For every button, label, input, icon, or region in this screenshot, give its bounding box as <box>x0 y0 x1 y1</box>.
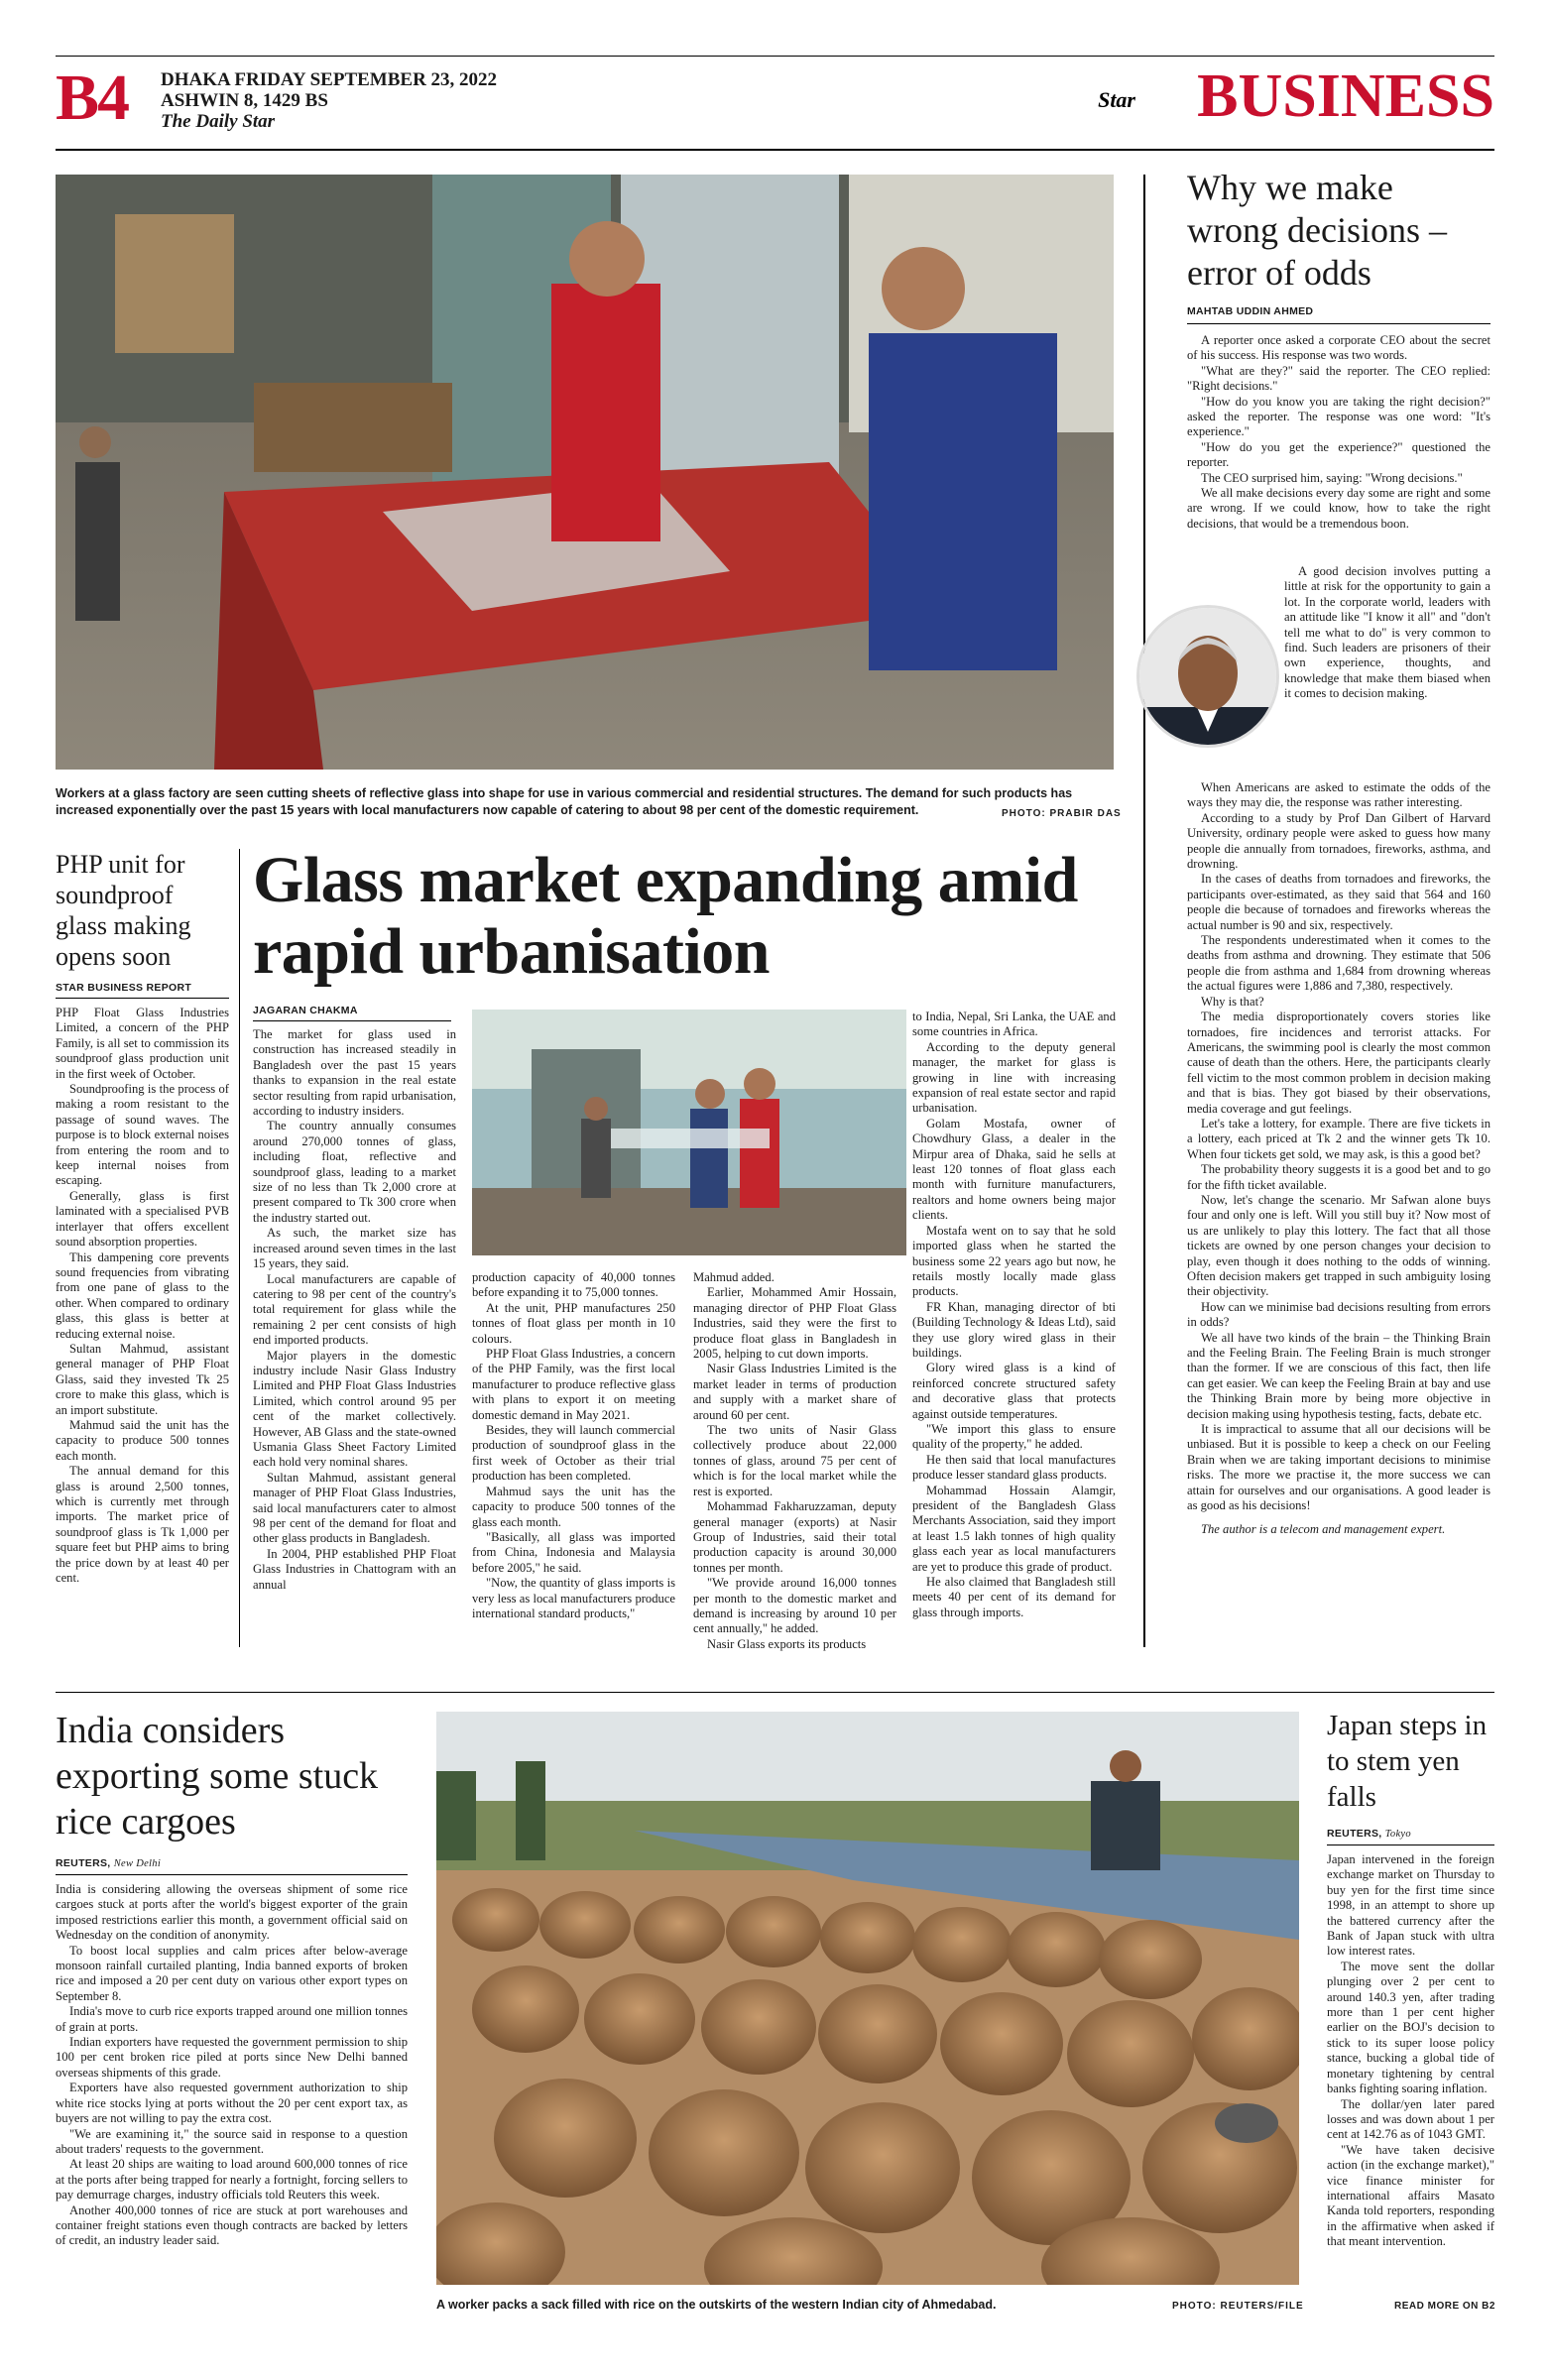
main-headline: Glass market expanding amid rapid urbanisation <box>253 844 1078 988</box>
main-para: FR Khan, managing director of bti (Building Technology & Ideas Ltd), said they use glory wired glass in their buildings. <box>912 1299 1116 1360</box>
main-para: Mahmud says the unit has the capacity to produce 500 tonnes of the glass each month. <box>472 1484 675 1529</box>
japan-byline-agency: REUTERS, <box>1327 1828 1382 1840</box>
main-para: The two units of Nasir Glass collectively produce about 22,000 tonnes of glass, around 75 per cent of which is for the local market while the rest is exported. <box>693 1423 896 1498</box>
opinion-para: How can we minimise bad decisions resulting from errors in odds? <box>1187 1299 1490 1330</box>
opinion-para: Why is that? <box>1201 994 1264 1009</box>
india-para: "We are examining it," the source said in response to a question about traders' requests to the government. <box>56 2126 408 2156</box>
main-para: As such, the market size has increased around seven times in the last 15 years, they said. <box>253 1226 456 1271</box>
author-note: The author is a telecom and management expert. <box>1201 1521 1446 1536</box>
read-more-link[interactable]: READ MORE ON B2 <box>1394 2301 1495 2312</box>
php-byline: STAR BUSINESS REPORT <box>56 982 192 994</box>
opinion-byline: MAHTAB UDDIN AHMED <box>1187 305 1314 317</box>
main-col-3 <box>693 1270 896 1652</box>
main-para: Mohammad Hossain Alamgir, president of the Bangladesh Glass Merchants Association, said they import at least 1.5 lakh tonnes of high quality glass each year as local manufacturers are yet to produce this grade of product. <box>912 1483 1116 1574</box>
opinion-body-bottom <box>1187 780 1490 1537</box>
opinion-para: When Americans are asked to estimate the odds of the ways they may die, the response was rather interesting. <box>1187 780 1490 810</box>
opinion-para: The media disproportionately covers stories like tornadoes, fire incidences and terrorist attacks. For Americans, the swimming pool is clearly the most common cause of death than the others. Here, the participants clearly fell victim to the most common problem in decision making and that is bias. They got biased by their observations, media coverage and gut feelings. <box>1187 1010 1490 1116</box>
main-para: Golam Mostafa, owner of Chowdhury Glass, a dealer in the Mirpur area of Dhaka, said he sells at least 120 tonnes of float glass each month with furniture manufacturers, realtors and home owners being major clients. <box>912 1116 1116 1223</box>
main-para: According to the deputy general manager, the market for glass is growing in line with increasing expansion of real estate sector and rapid urbanisation. <box>912 1039 1116 1116</box>
dateline <box>161 69 497 132</box>
author-portrait <box>1136 605 1279 748</box>
main-para: He also claimed that Bangladesh still meets 40 per cent of its demand for glass through imports. <box>912 1575 1116 1619</box>
japan-para: "We have taken decisive action (in the exchange market)," vice finance minister for international affairs Masato Kanda told reporters, responding in the affirmative when asked if that meant intervention. <box>1327 2142 1494 2249</box>
php-para: Mahmud said the unit has the capacity to produce 500 tonnes each month. <box>56 1417 229 1463</box>
main-para: The country annually consumes around 270,000 tonnes of glass, including float, reflective and soundproof glass, leading to a market size of no less than Tk 2,000 crore at present compared to Tk 300 crore when the industry started out. <box>253 1119 456 1225</box>
main-para: "We provide around 16,000 tonnes per month to the domestic market and demand is increasing by around 10 per cent annually," he added. <box>693 1576 896 1636</box>
main-para: Earlier, Mohammed Amir Hossain, managing director of PHP Float Glass Industries, said they were the first to produce float glass in Bangladesh in 2005, helping to cut down imports. <box>693 1285 896 1362</box>
section-star-logo: Star <box>1098 87 1135 112</box>
main-byline: JAGARAN CHAKMA <box>253 1005 358 1016</box>
date-line: DHAKA FRIDAY SEPTEMBER 23, 2022 <box>161 69 498 90</box>
php-para: Generally, glass is first laminated with a specialised PVB interlayer that offers excellent sound absorption properties. <box>56 1188 229 1250</box>
india-para: India is considering allowing the overseas shipment of some rice cargoes stuck at ports after the world's biggest exporter of the grain imposed restrictions earlier this month, a government official said on Wednesday on the condition of anonymity. <box>56 1882 408 1943</box>
japan-headline: Japan steps in to stem yen falls <box>1327 1710 1488 1813</box>
php-para: The annual demand for this glass is around 2,500 tonnes, which is currently met through imports. The market price of soundproof glass is Tk 1,000 per square feet but PHP aims to bring the price down by at least 40 per cent. <box>56 1464 229 1586</box>
main-para: production capacity of 40,000 tonnes before expanding it to 75,000 tonnes. <box>472 1270 675 1300</box>
india-para: Another 400,000 tonnes of rice are stuck at port warehouses and container freight stations even though contracts are backed by letters of credit, an industry leader said. <box>56 2202 408 2248</box>
opinion-para: The CEO surprised him, saying: "Wrong decisions." <box>1201 470 1463 485</box>
main-para: Local manufacturers are capable of catering to 98 per cent of the country's total requirement for glass while the remaining 2 per cent consists of high end imported products. <box>253 1271 456 1348</box>
opinion-wrap <box>1284 564 1490 702</box>
opinion-body-top <box>1187 333 1490 532</box>
page-number: B4 <box>56 61 129 134</box>
opinion-para: "How do you get the experience?" questioned the reporter. <box>1187 439 1490 470</box>
opinion-para: We all have two kinds of the brain – the Thinking Brain and the Feeling Brain. The Feeling Brain is much stronger than the former. If we are conscious of this fact, then life can get easier. We can keep the Feeling Brain at bay and use the Thinking Brain more by being more objective in decision making using hypothesis testing, facts, debate etc. <box>1187 1330 1490 1421</box>
main-para: In 2004, PHP established PHP Float Glass Industries in Chattogram with an annual <box>253 1546 456 1592</box>
main-para: "Now, the quantity of glass imports is very less as local manufacturers produce international standard products," <box>472 1576 675 1620</box>
glass-factory-photo <box>56 175 1114 770</box>
opinion-para: A reporter once asked a corporate CEO about the secret of his success. His response was two words. <box>1187 333 1490 363</box>
india-byline <box>56 1857 161 1869</box>
india-para: At least 20 ships are waiting to load around 600,000 tonnes of rice at the ports after being trapped for nearly a fortnight, forcing sellers to pay demurrage charges, industry officials told Reuters this week. <box>56 2157 408 2202</box>
japan-para: The move sent the dollar plunging over 2 per cent to around 140.3 yen, after trading more than 1 per cent higher earlier on the BOJ's decision to stick to its super loose policy stance, bucking a global tide of monetary tightening by central banks fighting soaring inflation. <box>1327 1959 1494 2096</box>
main-para: Mahmud added. <box>693 1270 775 1284</box>
main-col-1 <box>253 1027 456 1593</box>
rice-photo-caption: A worker packs a sack filled with rice on the outskirts of the western Indian city of Ahmedabad. <box>436 2298 997 2312</box>
top-photo-caption: Workers at a glass factory are seen cutting sheets of reflective glass into shape for use in various commercial and residential structures. The demand for such products has increased exponentially over the past 15 years with local manufacturers now capable of catering to about 98 per cent of the domestic requirement. <box>56 786 1073 817</box>
japan-para: The dollar/yen later pared losses and was down about 1 per cent at 142.76 as of 1043 GMT. <box>1327 2096 1494 2142</box>
india-byline-place: New Delhi <box>113 1858 162 1869</box>
main-para: The market for glass used in construction has increased steadily in Bangladesh over the past 15 years thanks to expansion in the real estate sector resulting from rapid urbanisation, according to industry insiders. <box>253 1027 456 1119</box>
php-para: PHP Float Glass Industries Limited, a concern of the PHP Family, is all set to commission its soundproof glass production unit in the first week of October. <box>56 1006 229 1081</box>
opinion-para: In the cases of deaths from tornadoes and fireworks, the participants over-estimated, as they said that 564 and 160 people die because of tornadoes and fireworks whereas the actual number is 90 and six, respectively. <box>1187 872 1490 932</box>
rice-photo-credit: PHOTO: REUTERS/FILE <box>1172 2301 1304 2312</box>
php-body <box>56 1006 229 1586</box>
india-para: Exporters have also requested government authorization to ship white rice stocks lying at ports without the 20 per cent export tax, as buyers are not willing to pay the extra cost. <box>56 2081 408 2126</box>
php-para: This dampening core prevents sound frequencies from vibrating from one pane of glass to the other. When compared to ordinary glass, this glass is better at reducing external noise. <box>56 1250 229 1341</box>
japan-byline <box>1327 1828 1411 1840</box>
php-para: Sultan Mahmud, assistant general manager of PHP Float Glass, said they invested Tk 25 crore to make this glass, which is an import substitute. <box>56 1341 229 1417</box>
opinion-para: The respondents underestimated when it comes to the deaths from asthma and drowning. They estimate that 506 people die from asthma and 1,684 from drowning whereas the actual figures were 1,886 and 7,380, respectively. <box>1187 933 1490 994</box>
opinion-para: We all make decisions every day some are right and some are wrong. If we could know, how to take the right decisions, that would be a tremendous boon. <box>1187 486 1490 531</box>
php-para: Soundproofing is the process of making a room resistant to the passage of sound waves. The purpose is to block external noises from entering the room and to keep internal noises from escaping. <box>56 1082 229 1188</box>
main-para: Major players in the domestic industry include Nasir Glass Industry Limited and PHP Float Glass Industries Limited, which control around 95 per cent of the market collectively. However, AB Glass and the state-owned Usmania Glass Sheet Factory Limited each hold very nominal shares. <box>253 1348 456 1470</box>
main-col-4 <box>912 1010 1116 1620</box>
india-byline-agency: REUTERS, <box>56 1857 111 1869</box>
opinion-headline: Why we make wrong decisions – error of odds <box>1187 168 1447 293</box>
opinion-para: It is impractical to assume that all our decisions will be unbiased. But it is possible to keep a check on our Feeling Brain when we are taking important decisions to minimise risks. The more we practise it, the more success we can attain for ourselves and our organisations. A good leader is as good as his decisions! <box>1187 1422 1490 1513</box>
main-para: Nasir Glass exports its products <box>707 1636 867 1651</box>
opinion-para: "How do you know you are taking the right decision?" asked the reporter. The response was one word: "It's experience." <box>1187 394 1490 439</box>
japan-para: Japan intervened in the foreign exchange market on Thursday to buy yen for the first time since 1998, in an attempt to shore up the battered currency after the Bank of Japan stuck with ultra low interest rates. <box>1327 1852 1494 1959</box>
top-photo-credit: PHOTO: PRABIR DAS <box>1002 808 1122 819</box>
india-para: Indian exporters have requested the government permission to ship 100 per cent broken rice piled at ports since New Delhi banned overseas shipments of this grade. <box>56 2035 408 2080</box>
main-para: Sultan Mahmud, assistant general manager of PHP Float Glass Industries, said local manufacturers cater to almost 98 per cent of the demand for float and other glass products in Bangladesh. <box>253 1470 456 1546</box>
main-para: Nasir Glass Industries Limited is the market leader in terms of production and supply with a market share of around 60 per cent. <box>693 1362 896 1422</box>
main-para: He then said that local manufactures produce lesser standard glass products. <box>912 1452 1116 1483</box>
opinion-para: The probability theory suggests it is a good bet and to go for the fifth ticket available. <box>1187 1162 1490 1192</box>
india-body <box>56 1882 408 2249</box>
opinion-para: "What are they?" said the reporter. The CEO replied: "Right decisions." <box>1187 363 1490 394</box>
opinion-wrap-para: A good decision involves putting a little at risk for the opportunity to gain a lot. In the corporate world, leaders with an attitude like "I know it all" and "don't tell me what to do" is very common to find. Such leaders are prisoners of their own experience, thoughts, and knowledge that make them biased when it comes to decision making. <box>1284 564 1490 701</box>
section-title: BUSINESS <box>1197 62 1494 130</box>
japan-byline-place: Tokyo <box>1384 1829 1411 1840</box>
rice-sacks-photo <box>436 1712 1299 2285</box>
opinion-para: Now, let's change the scenario. Mr Safwan alone buys four and only one is left. Will you still buy it? Now most of us are unlikely to play this lottery. The fact that all those tickets are owned by one person changes your decision to play, even though it does nothing to the odds of winning. Often decision makers get trapped in such ambiguity losing their objectivity. <box>1187 1192 1490 1299</box>
main-para: "We import this glass to ensure quality of the property," he added. <box>912 1421 1116 1452</box>
india-headline: India considers exporting some stuck rice cargoes <box>56 1710 379 1843</box>
main-para: Mohammad Fakharuzzaman, deputy general manager (exports) at Nasir Group of Industries, said their total production capacity is around 30,000 tonnes per month. <box>693 1499 896 1575</box>
main-para: to India, Nepal, Sri Lanka, the UAE and some countries in Africa. <box>912 1010 1116 1039</box>
main-para: At the unit, PHP manufactures 250 tonnes of float glass per month in 10 colours. <box>472 1300 675 1346</box>
paper-name: The Daily Star <box>161 111 276 132</box>
india-para: To boost local supplies and calm prices after below-average monsoon rainfall curtailed planting, India banned exports of broken rice and imposed a 20 per cent duty on various other export types on September 8. <box>56 1943 408 2003</box>
main-para: Besides, they will launch commercial production of soundproof glass in the first week of October as their trial production has been completed. <box>472 1423 675 1484</box>
main-col-2 <box>472 1270 675 1621</box>
india-para: India's move to curb rice exports trapped around one million tonnes of grain at ports. <box>56 2004 408 2034</box>
main-para: Mostafa went on to say that he sold imported glass when he started the business some 22 years ago but now, he retails mostly locally made glass products. <box>912 1223 1116 1299</box>
main-para: PHP Float Glass Industries, a concern of the PHP Family, was the first local manufacturer to produce reflective glass with plans to export it on meeting domestic demand in May 2021. <box>472 1347 675 1422</box>
glass-workers-photo <box>472 1010 906 1255</box>
bengali-date: ASHWIN 8, 1429 BS <box>161 90 328 111</box>
php-headline: PHP unit for soundproof glass making opens soon <box>56 850 191 971</box>
opinion-para: Let's take a lottery, for example. There are five tickets in a lottery, each priced at Tk 2 and the winner gets Tk 10. When four tickets get sold, we may ask, is this a good bet? <box>1187 1116 1490 1161</box>
japan-body <box>1327 1852 1494 2250</box>
opinion-para: According to a study by Prof Dan Gilbert of Harvard University, ordinary people were asked to guess how many people die annually from tornadoes, fireworks, asthma, and drowning. <box>1187 810 1490 872</box>
main-para: "Basically, all glass was imported from China, Indonesia and Malaysia before 2005," he said. <box>472 1529 675 1575</box>
main-para: Glory wired glass is a kind of reinforced concrete structured safety and decorative glass that protects against outside temperatures. <box>912 1361 1116 1421</box>
